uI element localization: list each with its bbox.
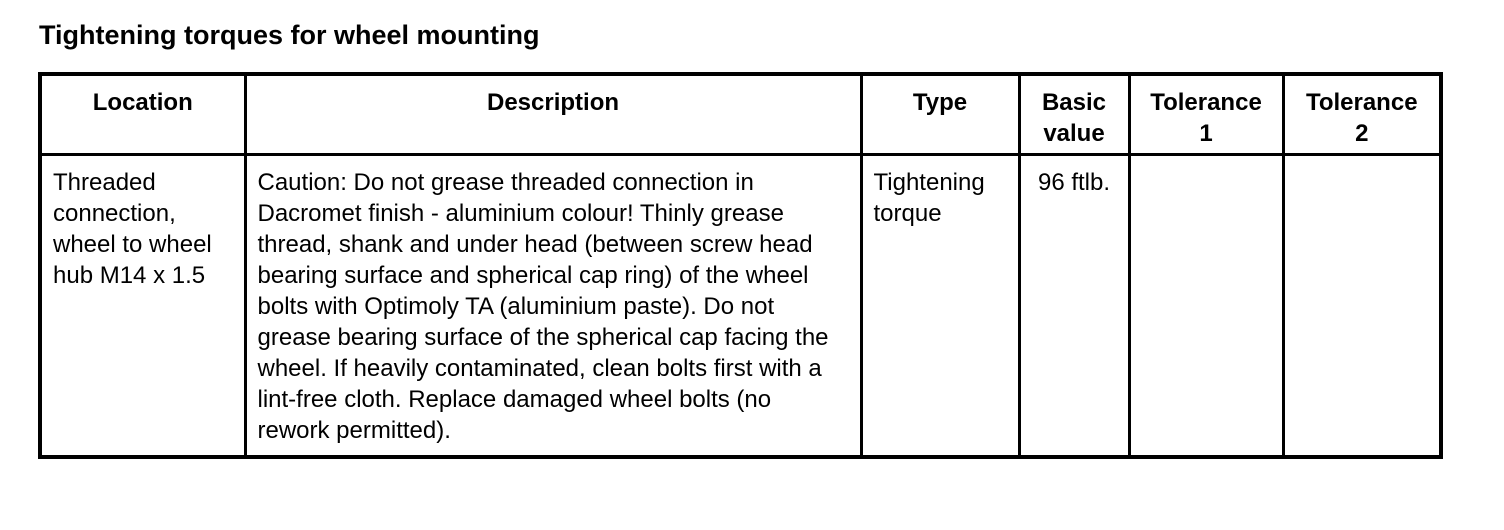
column-header-tolerance-2 [1283, 74, 1441, 154]
column-header-type-label: Type [912, 89, 968, 116]
column-header-tolerance-1 [1129, 74, 1283, 154]
cell-tolerance-2 [1283, 154, 1441, 457]
column-header-tolerance-2-line1: Tolerance [1305, 89, 1418, 116]
column-header-basic-value [1019, 74, 1129, 154]
cell-tolerance-1 [1129, 154, 1283, 457]
table-header-row [40, 74, 1441, 154]
cell-location: Threaded connection, wheel to wheel hub M14 x 1.5 [40, 154, 245, 457]
column-header-type [861, 74, 1019, 154]
column-header-description [245, 74, 861, 154]
table-row [40, 154, 1441, 457]
document-title: Tightening torques for wheel mounting [39, 20, 540, 50]
torque-table [38, 72, 1443, 459]
cell-type: Tightening torque [861, 154, 1019, 457]
column-header-description-label: Description [486, 89, 620, 116]
column-header-tolerance-1-line1: Tolerance [1150, 89, 1262, 116]
column-header-location [40, 74, 245, 154]
cell-description: Caution: Do not grease threaded connection in Dacromet finish - aluminium colour! Thinly grease thread, shank and under head (between screw head bearing surface and spherical cap ring) of the wheel bolts with Optimoly TA (aluminium paste). Do not grease bearing surface of the spherical cap facing the wheel. If heavily contaminated, clean bolts first with a lint-free cloth. Replace damaged wheel bolts (no rework permitted). [245, 154, 861, 457]
column-header-tolerance-2-line2: 2 [1355, 120, 1369, 147]
cell-basic-value: 96 ftlb. [1019, 154, 1129, 457]
column-header-basic-value-line1: Basic [1041, 89, 1107, 116]
column-header-tolerance-1-line2: 1 [1199, 120, 1213, 147]
column-header-basic-value-line2: value [1043, 120, 1105, 147]
column-header-location-label: Location [92, 89, 193, 116]
